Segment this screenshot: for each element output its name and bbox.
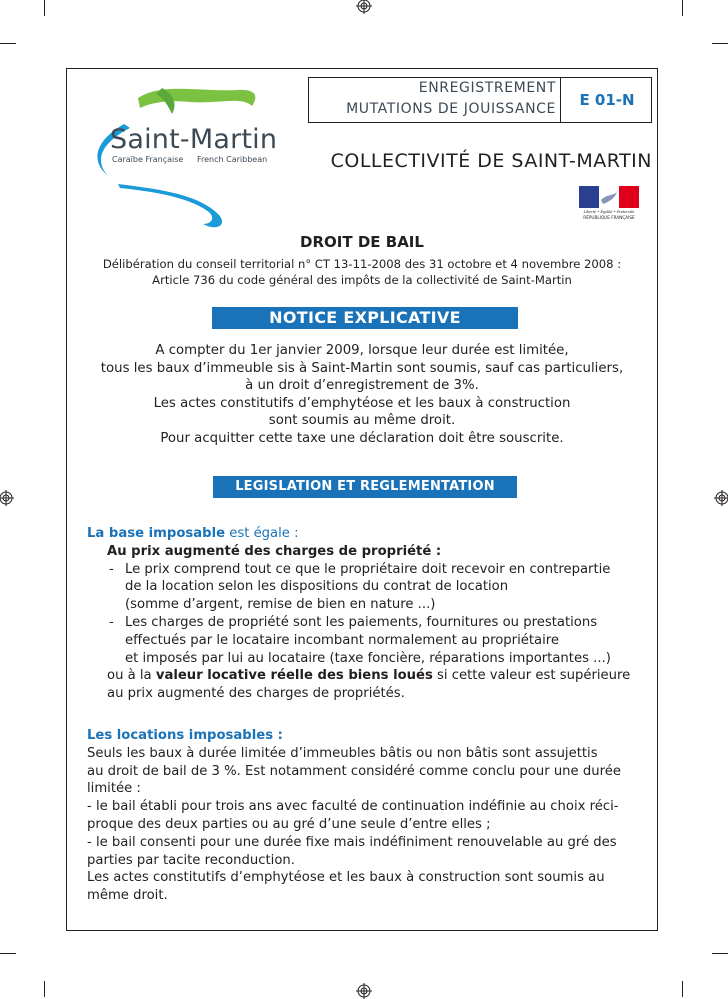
notice-text [66,342,658,447]
legislation-bar: LEGISLATION ET REGLEMENTATION [213,476,517,498]
valeur-locative-bold: valeur locative réelle des biens loués [155,668,433,684]
locations-line: - le bail établi pour trois ans avec faculté de continuation indéfinie au choix réci- [87,799,619,815]
notice-line: A compter du 1er janvier 2009, lorsque leur durée est limitée, [155,343,569,358]
collectivite-title: COLLECTIVITÉ DE SAINT-MARTIN [330,150,652,172]
notice-line: tous les baux d’immeuble sis à Saint-Martin sont soumis, sauf cas particuliers, [100,360,624,376]
crop-mark [712,43,728,44]
locations-section [87,727,647,905]
notice-bar: NOTICE EXPLICATIVE [212,307,518,329]
locations-line: même droit. [87,888,168,904]
logo-title: Saint-Martin [110,124,278,155]
locations-line: - le bail consenti pour une durée fixe mais indéfiniment renouvelable au gré des [87,834,617,850]
republique-francaise-logo-icon [579,186,639,220]
bullet-line: - Le prix comprend tout ce que le propriétaire doit recevoir en contrepartie [87,561,647,579]
header-line1: ENREGISTREMENT [418,80,556,96]
form-code: E 01-N [579,91,635,109]
ou-prefix: ou à la [107,668,156,684]
base-label-rest: est égale : [225,526,299,541]
deliberation-text [66,256,658,288]
prix-heading: Au prix augmenté des charges de propriété : [107,543,442,559]
deliberation-line: Délibération du conseil territorial n° CT 13-11-2008 des 31 octobre et 4 novembre 2008 : [102,257,622,271]
locations-line: limitée : [87,781,141,797]
base-label: La base imposable [87,526,226,541]
notice-line: Pour acquitter cette taxe une déclaration doit être souscrite. [160,430,564,446]
crop-mark [682,0,683,16]
logo-subtitle-fr: Caraïbe Française [112,155,184,164]
locations-line: parties par tacite reconduction. [87,852,295,868]
document-title: DROIT DE BAIL [300,233,424,251]
registration-mark-icon [356,0,372,14]
locations-line: Seuls les baux à durée limitée d’immeubles bâtis ou non bâtis sont assujettis [87,745,598,761]
valeur-locative-line [87,667,647,685]
crop-mark [712,953,728,954]
crop-mark [44,0,45,16]
crop-mark [682,981,683,997]
header-divider [560,77,561,123]
base-heading [87,525,647,543]
flag-label: RÉPUBLIQUE FRANÇAISE [583,215,635,220]
notice-line: sont soumis au même droit. [268,413,456,428]
crop-mark [0,43,16,44]
locations-heading: Les locations imposables : [87,728,283,743]
deliberation-line: Article 736 du code général des impôts de la collectivité de Saint-Martin [152,273,572,287]
logo-subtitle-en: French Caribbean [197,155,268,164]
bullet-line: effectués par le locataire incombant normalement au propriétaire [125,632,560,648]
registration-mark-icon [0,490,14,506]
header-line2: MUTATIONS DE JOUISSANCE [346,101,556,117]
ou-suffix: si cette valeur est supérieure [432,668,631,684]
base-imposable-section [87,525,647,703]
bullet-line: et imposés par lui au locataire (taxe foncière, réparations importantes ...) [125,650,611,666]
crop-mark [0,953,16,954]
valeur-locative-line2: au prix augmenté des charges de propriétés. [107,686,405,702]
notice-line: Les actes constitutifs d’emphytéose et les baux à construction [153,395,571,411]
locations-line: Les actes constitutifs d’emphytéose et les baux à construction sont soumis au [87,870,605,886]
locations-line: proque des deux parties ou au gré d’une seule d’entre elles ; [87,816,491,832]
notice-line: à un droit d’enregistrement de 3%. [245,378,479,393]
bullet-line: - Les charges de propriété sont les paiements, fournitures ou prestations [87,614,647,632]
locations-line: au droit de bail de 3 %. Est notamment considéré comme conclu pour une durée [87,763,621,779]
registration-mark-icon [714,490,728,506]
crop-mark [44,981,45,997]
bullet-line: (somme d’argent, remise de bien en nature ...) [125,597,436,613]
flag-motto: Liberté • Égalité • Fraternité [583,210,635,214]
bullet-line: de la location selon les dispositions du contrat de location [125,579,509,595]
